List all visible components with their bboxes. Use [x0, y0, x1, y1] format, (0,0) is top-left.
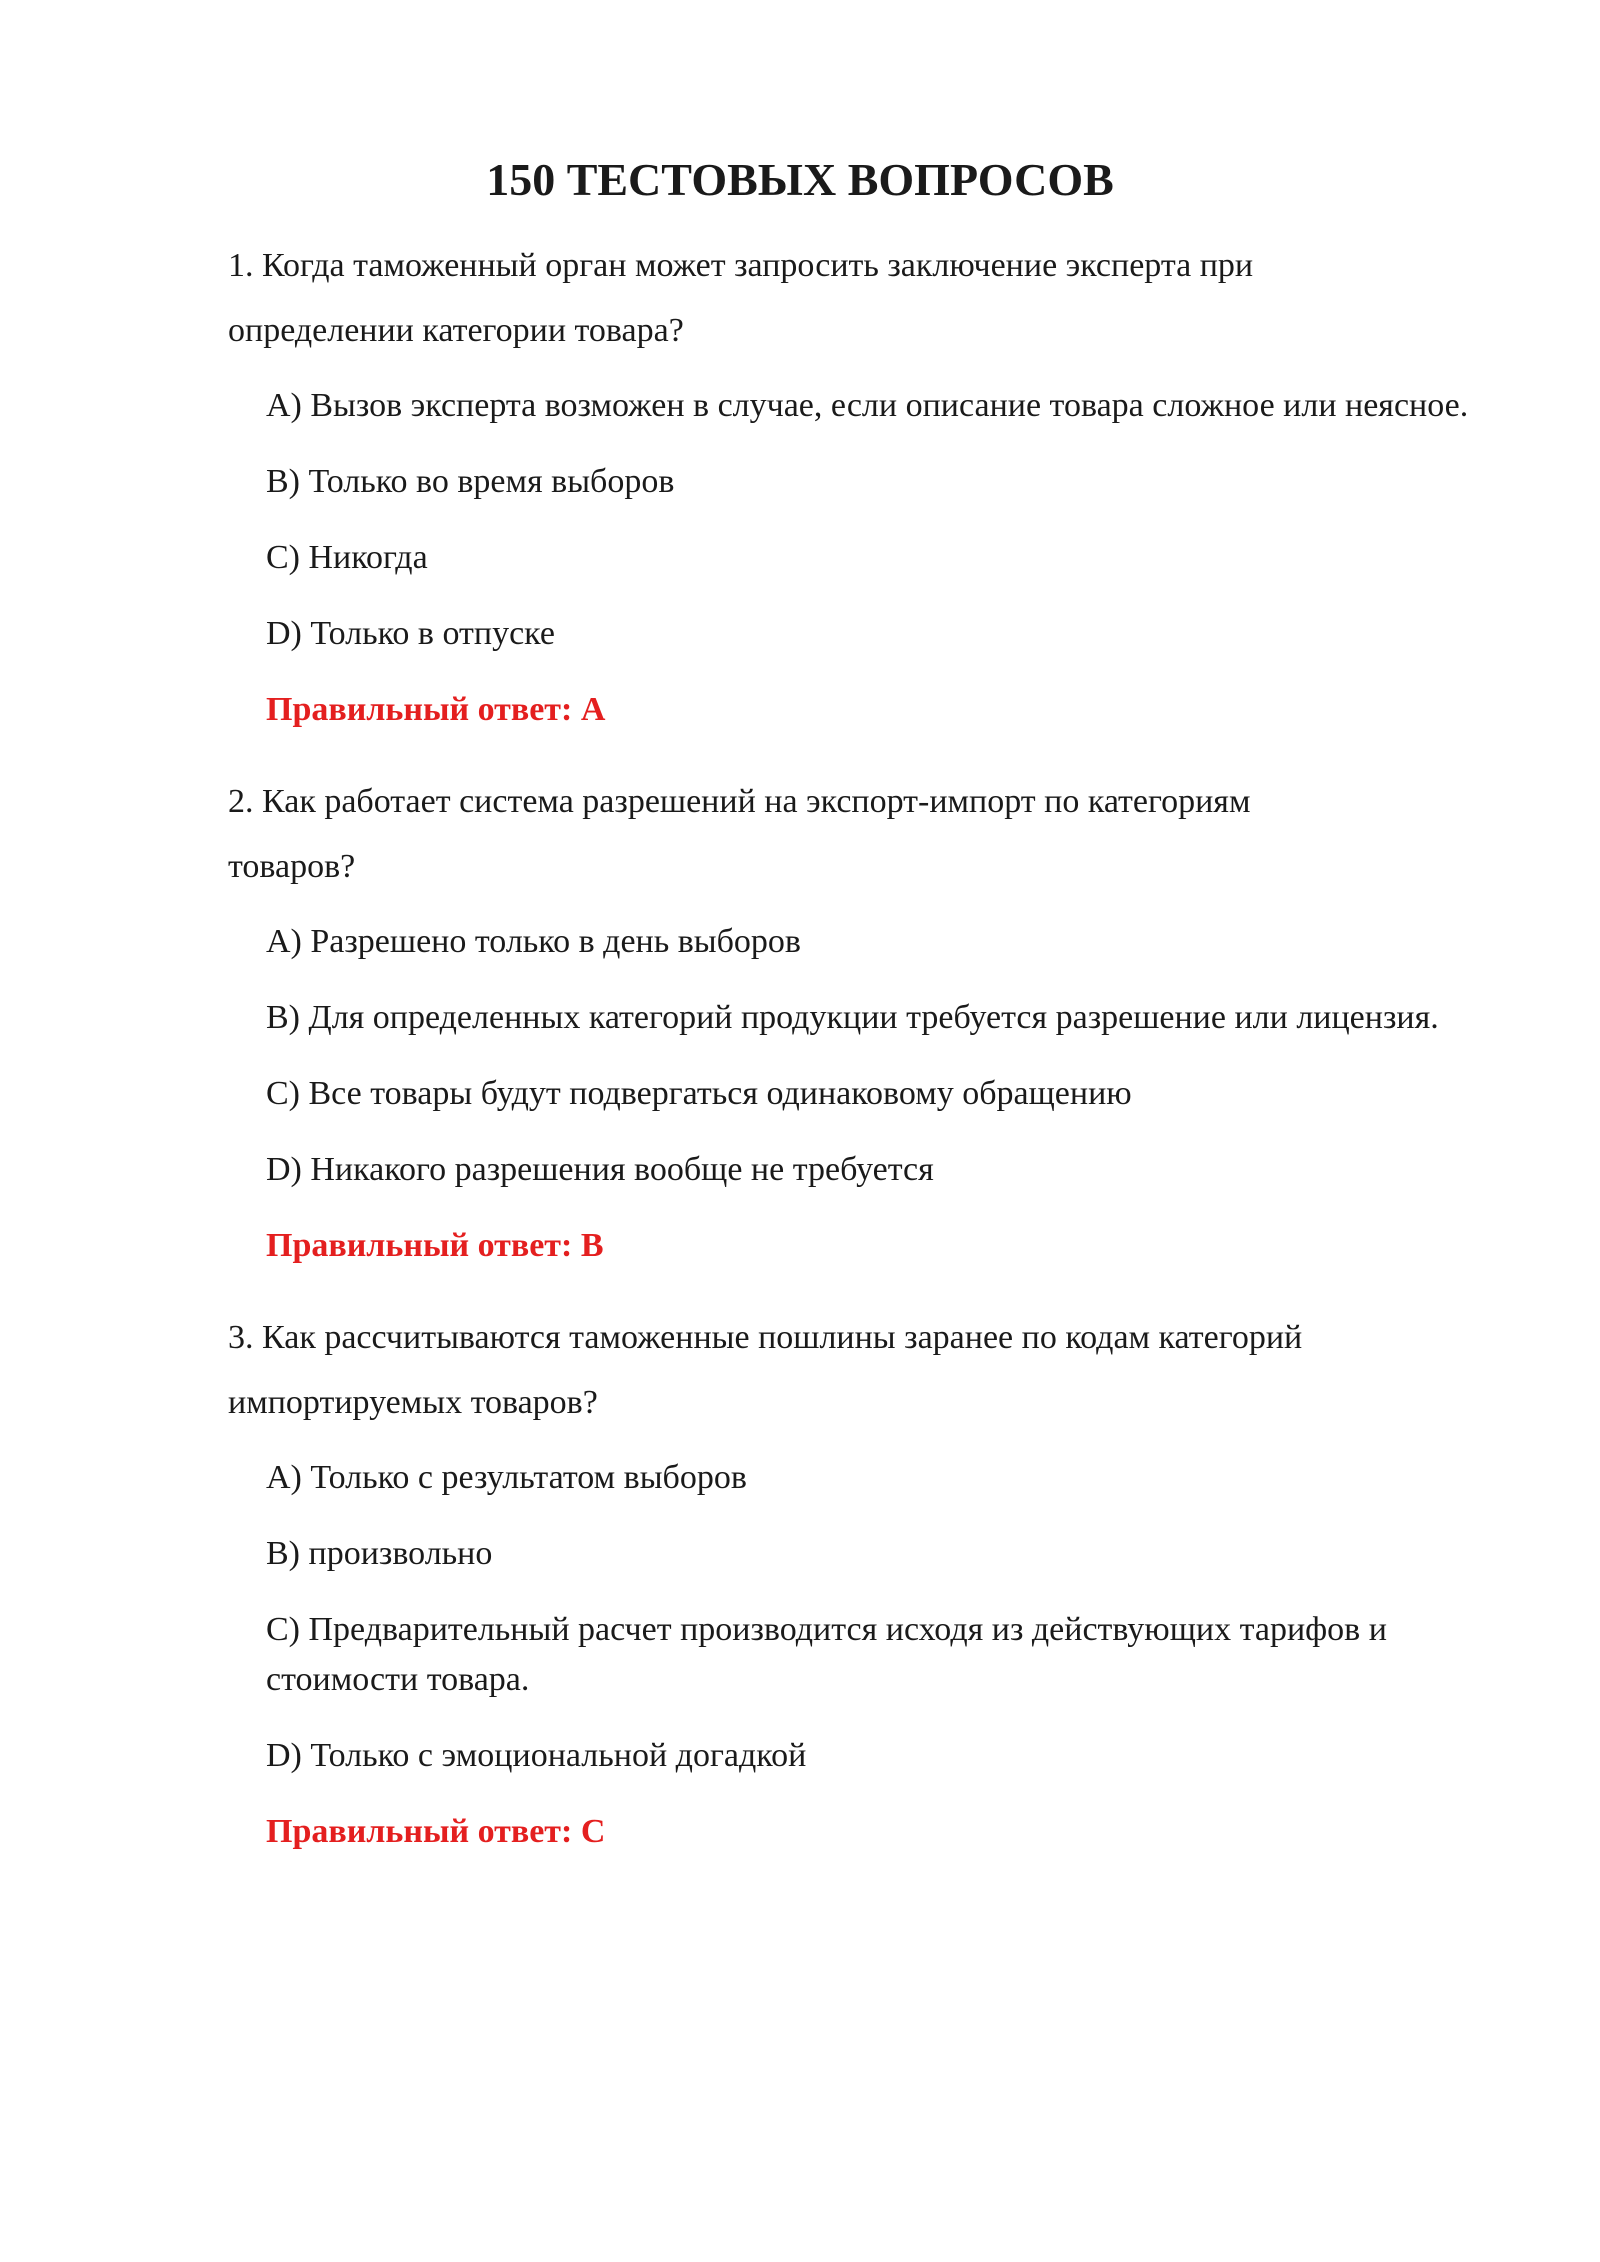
correct-answer: Правильный ответ: B — [266, 1227, 604, 1264]
correct-answer: Правильный ответ: A — [266, 691, 606, 728]
option-d: D) Никакого разрешения вообще не требуется — [266, 1151, 934, 1188]
question-text: 3. Как рассчитываются таможенные пошлины заранее по кодам категорий импортируемых товаров? — [228, 1319, 1303, 1421]
option-b: B) Только во время выборов — [266, 463, 675, 500]
option-b: B) Для определенных категорий продукции требуется разрешение или лицензия. — [266, 999, 1439, 1036]
option-list — [266, 1453, 1488, 1781]
option-a: A) Только с результатом выборов — [266, 1459, 747, 1496]
question-text: 1. Когда таможенный орган может запросить заключение эксперта при определении категории товара? — [228, 247, 1254, 349]
option-b: B) произвольно — [266, 1535, 493, 1572]
question-2 — [228, 769, 1488, 1271]
correct-answer: Правильный ответ: C — [266, 1813, 606, 1850]
question-1 — [228, 233, 1488, 735]
question-3 — [228, 1305, 1488, 1857]
option-a: A) Разрешено только в день выборов — [266, 923, 801, 960]
option-list — [266, 381, 1488, 659]
question-list — [228, 233, 1488, 1891]
option-list — [266, 917, 1488, 1195]
option-c: C) Предварительный расчет производится исходя из действующих тарифов и стоимости товара. — [266, 1611, 1387, 1698]
page-title: 150 ТЕСТОВЫХ ВОПРОСОВ — [486, 154, 1114, 205]
option-d: D) Только в отпуске — [266, 615, 555, 652]
option-a: A) Вызов эксперта возможен в случае, если описание товара сложное или неясное. — [266, 387, 1469, 424]
question-text: 2. Как работает система разрешений на экспорт-импорт по категориям товаров? — [228, 783, 1251, 885]
option-c: C) Все товары будут подвергаться одинаковому обращению — [266, 1075, 1132, 1112]
option-c: C) Никогда — [266, 539, 428, 576]
option-d: D) Только с эмоциональной догадкой — [266, 1737, 807, 1774]
